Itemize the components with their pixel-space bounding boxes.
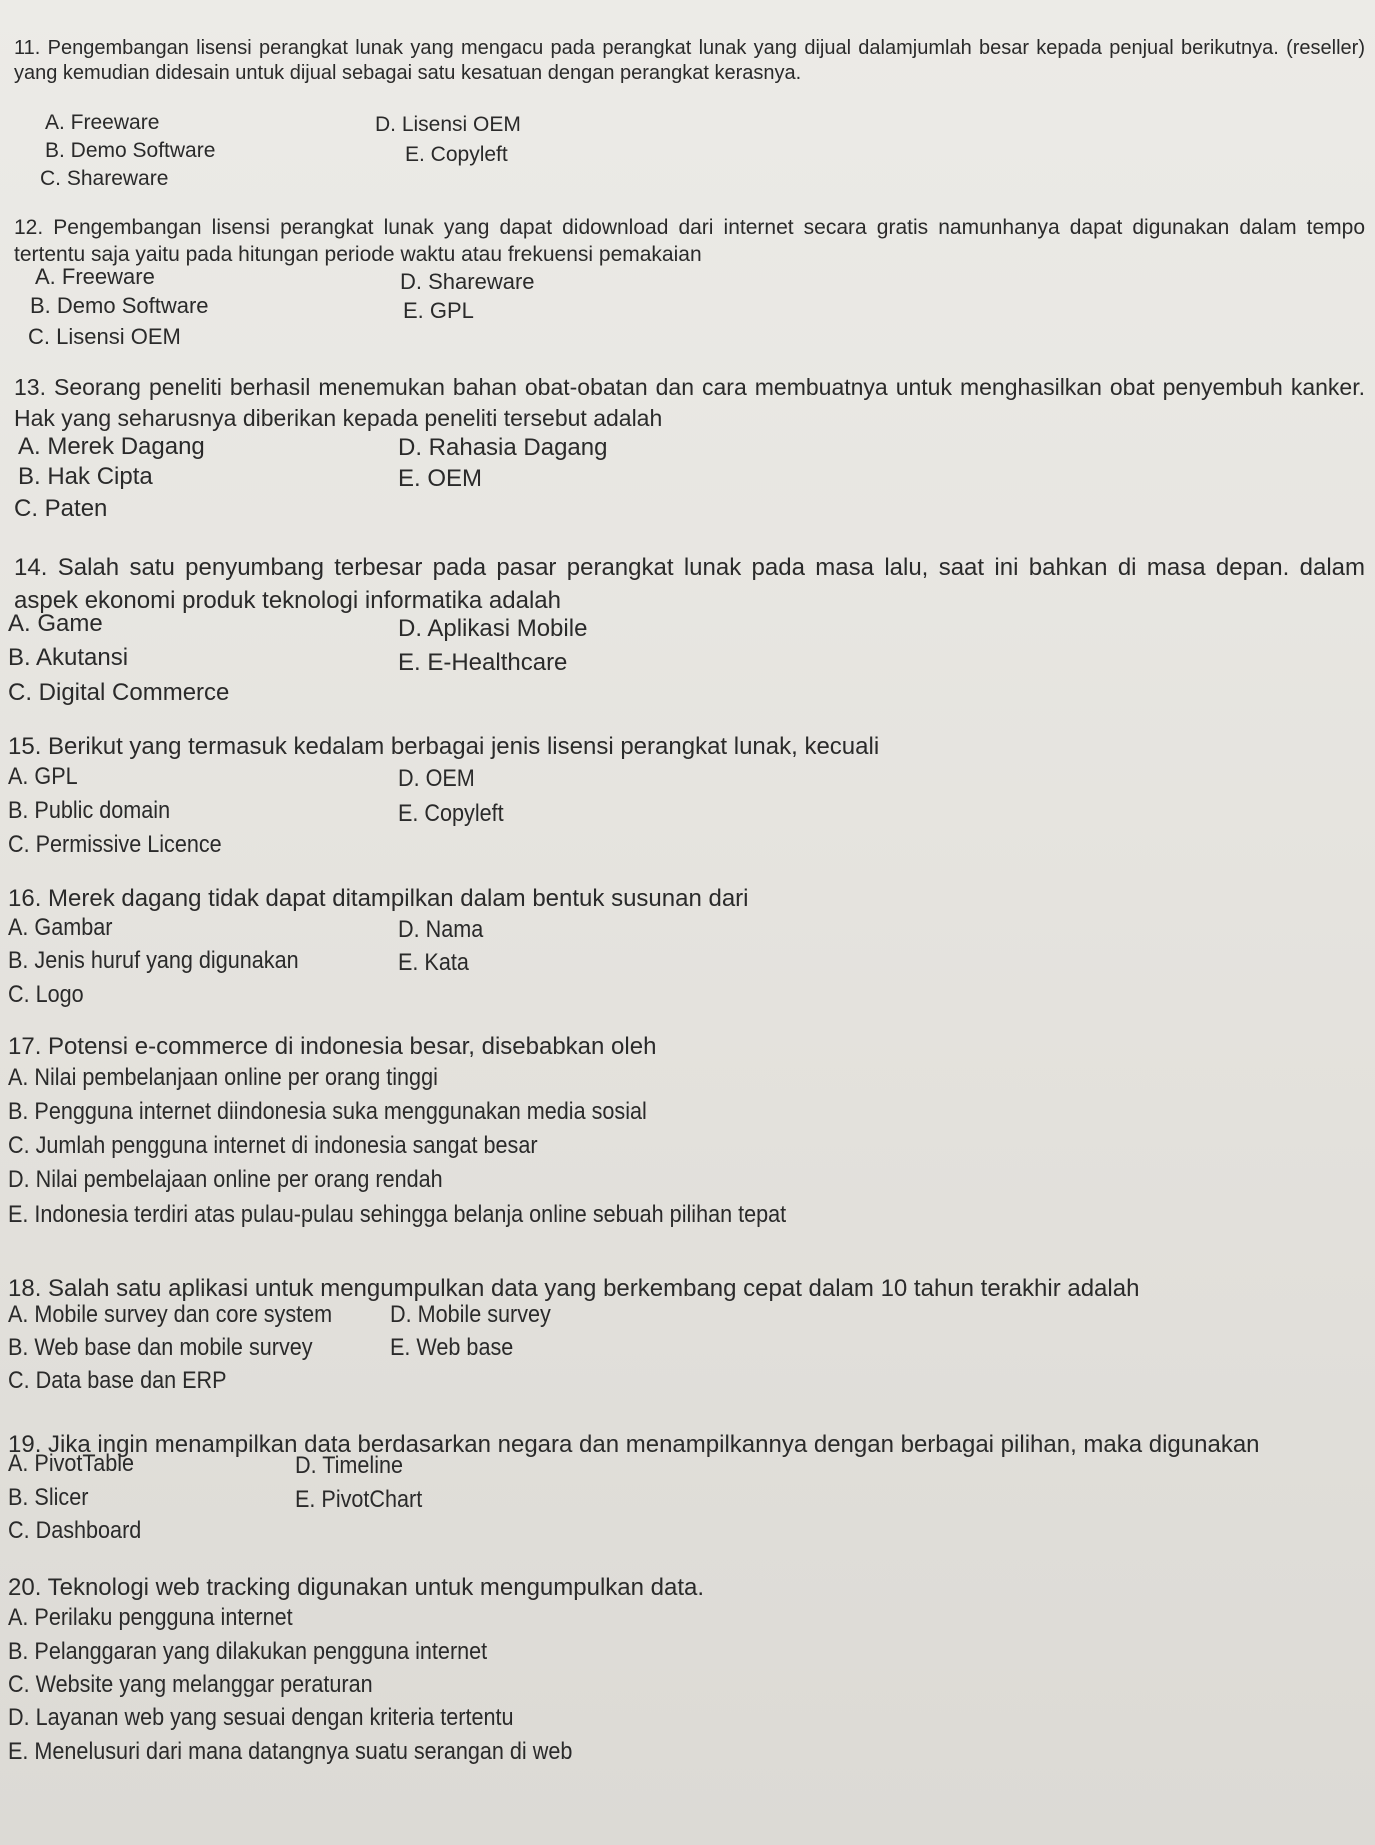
- option-d: D. Nilai pembelajaan online per orang rendah: [8, 1166, 443, 1193]
- question-number: 12.: [14, 216, 44, 239]
- question-number: 18.: [8, 1275, 42, 1302]
- question-body: Pengembangan lisensi perangkat lunak yang dapat didownload dari internet secara gratis namunhanya dapat digunakan dalam tempo tertentu saja yaitu pada hitungan periode waktu atau frekuensi pemakaian: [14, 216, 1366, 266]
- option-d: D. Timeline: [295, 1452, 404, 1479]
- option-a: A. Merek Dagang: [18, 433, 205, 460]
- option-e: E. OEM: [398, 465, 483, 492]
- question-text: [14, 551, 1365, 617]
- question-text: [8, 1030, 1365, 1064]
- option-b: B. Pengguna internet diindonesia suka menggunakan media sosial: [8, 1098, 647, 1125]
- question-text: [14, 214, 1365, 268]
- question-number: 11.: [14, 37, 41, 59]
- option-b: B. Public domain: [8, 797, 171, 824]
- question-body: Merek dagang tidak dapat ditampilkan dalam bentuk susunan dari: [48, 885, 749, 912]
- option-b: B. Slicer: [8, 1484, 89, 1511]
- option-c: C. Jumlah pengguna internet di indonesia sangat besar: [8, 1132, 538, 1159]
- option-b: B. Pelanggaran yang dilakukan pengguna internet: [8, 1638, 488, 1665]
- option-e: E. Kata: [398, 949, 469, 976]
- question-body: Teknologi web tracking digunakan untuk mengumpulkan data.: [47, 1574, 705, 1601]
- option-a: A. Nilai pembelanjaan online per orang tinggi: [8, 1064, 438, 1091]
- question-number: 20.: [8, 1574, 42, 1601]
- option-a: A. Mobile survey dan core system: [8, 1301, 333, 1328]
- question-body: Berikut yang termasuk kedalam berbagai jenis lisensi perangkat lunak, kecuali: [48, 733, 880, 760]
- question-text: [14, 36, 1365, 86]
- question-body: Jika ingin menampilkan data berdasarkan negara dan menampilkannya dengan berbagai pilihan, maka digunakan: [48, 1431, 1260, 1458]
- option-c: C. Permissive Licence: [8, 831, 222, 858]
- option-e: E. GPL: [403, 298, 474, 323]
- option-e: E. Web base: [390, 1334, 514, 1361]
- option-a: A. Perilaku pengguna internet: [8, 1604, 293, 1631]
- option-d: D. Shareware: [400, 269, 535, 294]
- option-e: E. Copyleft: [405, 143, 508, 166]
- option-e: E. Menelusuri dari mana datangnya suatu serangan di web: [8, 1738, 573, 1765]
- option-e: E. PivotChart: [295, 1486, 423, 1513]
- option-d: D. Layanan web yang sesuai dengan kriteria tertentu: [8, 1704, 514, 1731]
- option-e: E. Indonesia terdiri atas pulau-pulau sehingga belanja online sebuah pilihan tepat: [8, 1201, 787, 1228]
- question-body: Seorang peneliti berhasil menemukan bahan obat-obatan dan cara membuatnya untuk menghasilkan obat penyembuh kanker. Hak yang seharusnya diberikan kepada peneliti tersebut adalah: [14, 374, 1365, 431]
- option-c: C. Data base dan ERP: [8, 1367, 227, 1394]
- option-c: C. Logo: [8, 981, 84, 1008]
- option-d: D. OEM: [398, 765, 475, 792]
- question-number: 17.: [8, 1033, 42, 1060]
- option-e: E. E-Healthcare: [398, 649, 568, 676]
- option-b: B. Demo Software: [30, 293, 209, 318]
- option-d: D. Aplikasi Mobile: [398, 615, 588, 642]
- option-a: A. Freeware: [35, 264, 155, 289]
- option-a: A. Freeware: [45, 111, 160, 134]
- option-e: E. Copyleft: [398, 800, 504, 827]
- question-text: [8, 1571, 1365, 1605]
- option-a: A. Gambar: [8, 914, 113, 941]
- question-body: Salah satu aplikasi untuk mengumpulkan data yang berkembang cepat dalam 10 tahun terakhir adalah: [48, 1275, 1140, 1302]
- option-d: D. Mobile survey: [390, 1301, 551, 1328]
- option-d: D. Nama: [398, 916, 484, 943]
- question-text: [8, 882, 1365, 916]
- option-c: C. Lisensi OEM: [28, 324, 181, 349]
- option-d: D. Rahasia Dagang: [398, 434, 608, 461]
- question-body: Potensi e-commerce di indonesia besar, disebabkan oleh: [48, 1033, 657, 1060]
- option-c: C. Website yang melanggar peraturan: [8, 1671, 373, 1698]
- option-c: C. Dashboard: [8, 1517, 142, 1544]
- option-c: C. Paten: [14, 495, 108, 522]
- question-body: Salah satu penyumbang terbesar pada pasar perangkat lunak pada masa lalu, saat ini bahkan di masa depan. dalam aspek ekonomi produk teknologi informatika adalah: [14, 554, 1365, 614]
- option-a: A. GPL: [8, 763, 78, 790]
- option-d: D. Lisensi OEM: [375, 113, 521, 136]
- question-text: [8, 730, 1365, 764]
- question-number: 14.: [14, 554, 48, 581]
- question-body: Pengembangan lisensi perangkat lunak yang mengacu pada perangkat lunak yang dijual dalamjumlah besar kepada penjual berikutnya. (reseller) yang kemudian didesain untuk dijual sebagai satu kesatuan dengan perangkat kerasnya.: [14, 37, 1366, 84]
- option-b: B. Hak Cipta: [18, 463, 153, 490]
- option-b: B. Akutansi: [8, 644, 129, 671]
- option-b: B. Jenis huruf yang digunakan: [8, 947, 299, 974]
- option-a: A. PivotTable: [8, 1450, 135, 1477]
- question-number: 19.: [8, 1431, 42, 1458]
- question-text: [14, 372, 1365, 434]
- option-a: A. Game: [8, 610, 103, 637]
- option-b: B. Web base dan mobile survey: [8, 1334, 313, 1361]
- question-number: 15.: [8, 733, 42, 760]
- option-b: B. Demo Software: [45, 139, 216, 162]
- question-text: [8, 1428, 1365, 1462]
- option-c: C. Digital Commerce: [8, 679, 230, 706]
- question-number: 16.: [8, 885, 42, 912]
- question-number: 13.: [14, 374, 46, 400]
- option-c: C. Shareware: [40, 167, 169, 190]
